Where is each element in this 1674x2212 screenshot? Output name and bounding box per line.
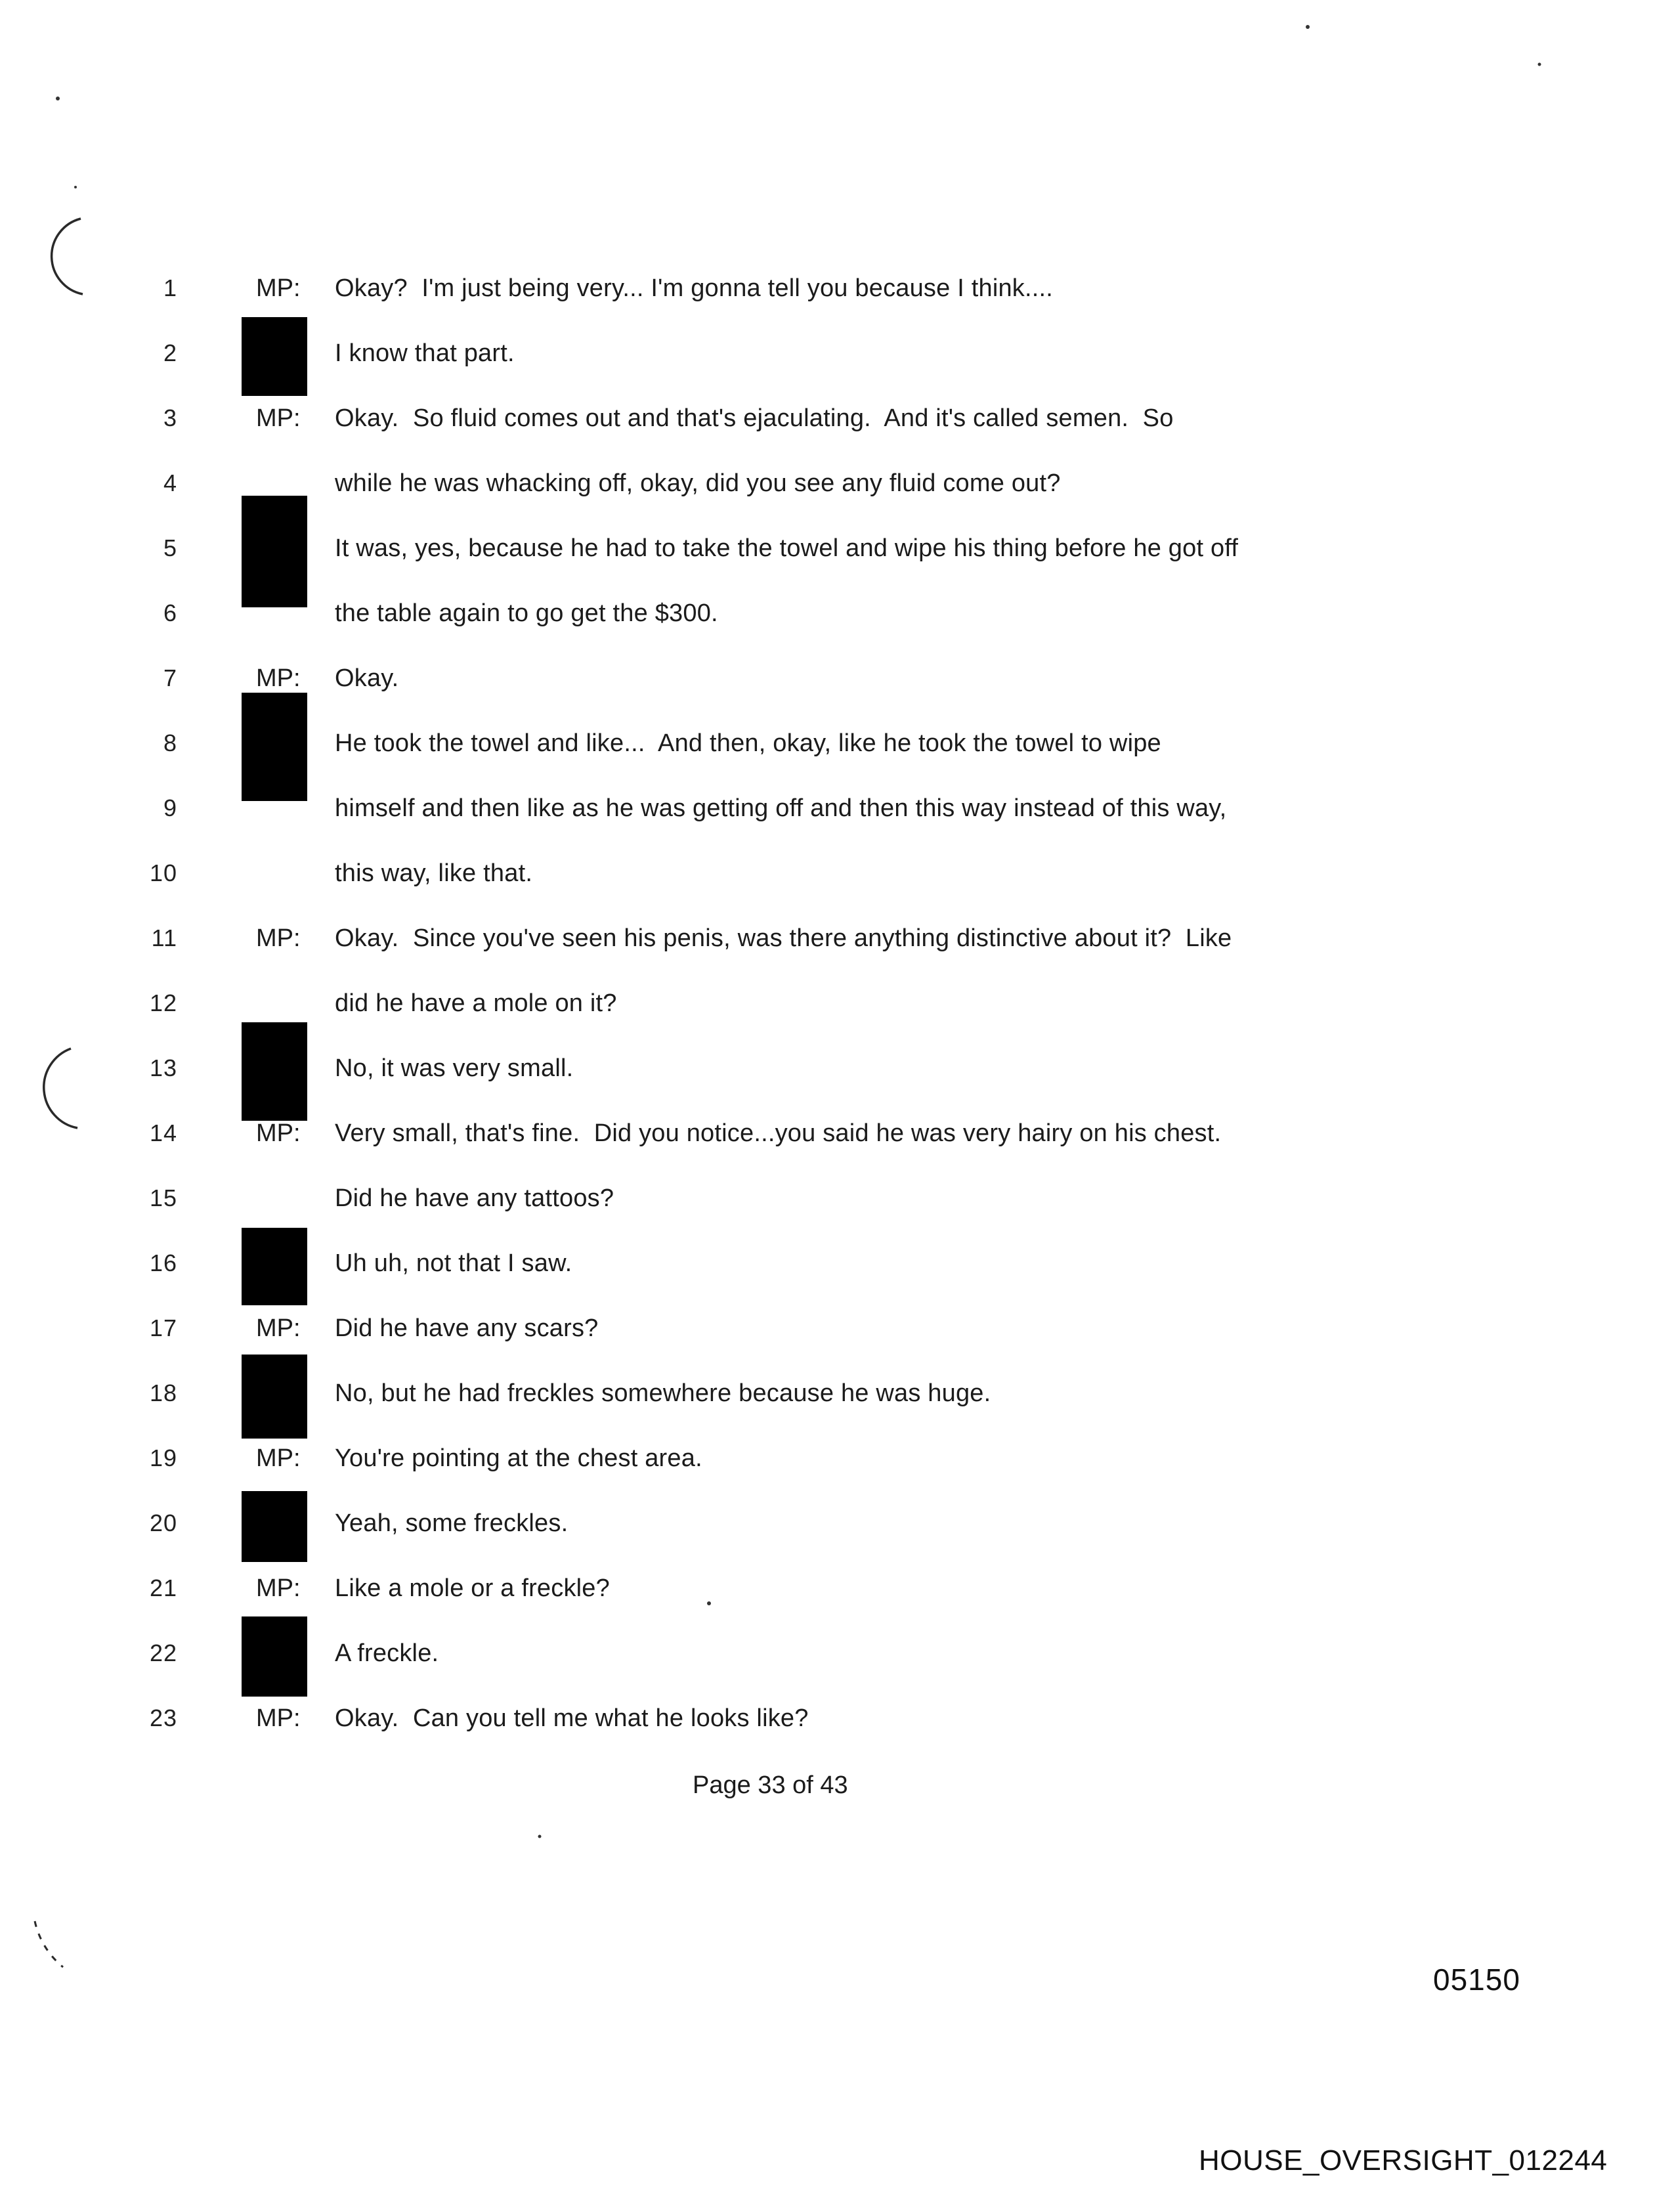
- speaker-label: MP:: [256, 924, 301, 952]
- transcript-line: [0, 1639, 1674, 1680]
- line-text: Okay. Can you tell me what he looks like?: [335, 1704, 809, 1732]
- line-number: 2: [163, 339, 177, 366]
- line-number: 9: [163, 794, 177, 821]
- redaction-box: [242, 693, 307, 801]
- line-number: 12: [149, 989, 177, 1016]
- line-number: 6: [163, 599, 177, 626]
- line-text: Uh uh, not that I saw.: [335, 1249, 572, 1277]
- line-text: Okay. So fluid comes out and that's ejaculating. And it's called semen. So: [335, 404, 1174, 432]
- speaker-label: MP:: [256, 274, 301, 302]
- transcript-line: [0, 924, 1674, 965]
- line-text: did he have a mole on it?: [335, 989, 617, 1017]
- line-text: the table again to go get the $300.: [335, 599, 718, 627]
- scan-speck: [538, 1835, 542, 1838]
- line-number: 11: [151, 924, 177, 951]
- transcript-line: [0, 1249, 1674, 1290]
- scan-speck: [1538, 63, 1541, 66]
- redaction-box: [242, 1228, 307, 1305]
- line-text: I know that part.: [335, 339, 515, 367]
- line-text: while he was whacking off, okay, did you see any fluid come out?: [335, 469, 1061, 497]
- line-number: 5: [163, 534, 177, 561]
- line-number: 4: [163, 469, 177, 496]
- transcript-line: [0, 859, 1674, 900]
- speaker-label: MP:: [256, 664, 301, 692]
- redaction-box: [242, 1616, 307, 1697]
- line-number: 20: [149, 1509, 177, 1536]
- scan-speck: [74, 186, 77, 188]
- transcript-line: [0, 339, 1674, 380]
- redaction-box: [242, 1491, 307, 1562]
- line-number: 3: [163, 404, 177, 431]
- line-text: Did he have any tattoos?: [335, 1184, 614, 1212]
- line-number: 1: [163, 274, 177, 301]
- speaker-label: MP:: [256, 1444, 301, 1472]
- transcript-line: [0, 729, 1674, 770]
- speaker-label: MP:: [256, 1119, 301, 1147]
- redaction-box: [242, 1022, 307, 1121]
- line-text: You're pointing at the chest area.: [335, 1444, 702, 1472]
- transcript-line: [0, 599, 1674, 640]
- line-number: 8: [163, 729, 177, 756]
- line-number: 17: [149, 1314, 177, 1341]
- punch-hole-arc-bottom: [35, 1921, 63, 1967]
- line-number: 21: [149, 1574, 177, 1601]
- line-number: 15: [149, 1184, 177, 1211]
- line-number: 23: [149, 1704, 177, 1731]
- transcript-line: [0, 1119, 1674, 1160]
- speaker-label: MP:: [256, 1704, 301, 1732]
- line-text: this way, like that.: [335, 859, 533, 887]
- line-text: Okay? I'm just being very... I'm gonna tell you because I think....: [335, 274, 1054, 302]
- speaker-label: MP:: [256, 1314, 301, 1342]
- line-number: 13: [149, 1054, 177, 1081]
- line-text: No, but he had freckles somewhere because he was huge.: [335, 1379, 991, 1407]
- line-text: It was, yes, because he had to take the towel and wipe his thing before he got off: [335, 534, 1239, 562]
- bates-stamp: 05150: [1433, 1963, 1520, 1997]
- line-text: Okay. Since you've seen his penis, was there anything distinctive about it? Like: [335, 924, 1232, 952]
- transcript-line: [0, 1704, 1674, 1745]
- transcript-line: [0, 794, 1674, 835]
- transcript-line: [0, 274, 1674, 315]
- transcript-line: [0, 404, 1674, 445]
- redaction-box: [242, 496, 307, 607]
- scan-speck: [56, 97, 60, 100]
- speaker-label: MP:: [256, 404, 301, 432]
- line-number: 7: [163, 664, 177, 691]
- transcript-line: [0, 534, 1674, 575]
- line-number: 19: [149, 1444, 177, 1471]
- speaker-label: MP:: [256, 1574, 301, 1602]
- line-text: Like a mole or a freckle?: [335, 1574, 610, 1602]
- line-text: Did he have any scars?: [335, 1314, 599, 1342]
- line-number: 16: [149, 1249, 177, 1276]
- transcript-line: [0, 1314, 1674, 1355]
- line-text: He took the towel and like... And then, okay, like he took the towel to wipe: [335, 729, 1161, 757]
- transcript-line: [0, 1509, 1674, 1550]
- scan-speck: [1306, 25, 1310, 29]
- line-text: Okay.: [335, 664, 399, 692]
- transcript-line: [0, 1574, 1674, 1615]
- line-number: 22: [149, 1639, 177, 1666]
- redaction-box: [242, 1355, 307, 1439]
- redaction-box: [242, 317, 307, 396]
- line-text: himself and then like as he was getting off and then this way instead of this way,: [335, 794, 1227, 822]
- line-number: 10: [149, 859, 177, 886]
- transcript-line: [0, 1444, 1674, 1485]
- line-text: Yeah, some freckles.: [335, 1509, 569, 1537]
- transcript-line: [0, 1054, 1674, 1095]
- line-text: Very small, that's fine. Did you notice...you said he was very hairy on his chest.: [335, 1119, 1222, 1147]
- transcript-line: [0, 1184, 1674, 1225]
- line-text: A freckle.: [335, 1639, 439, 1667]
- page-number: Page 33 of 43: [693, 1771, 848, 1799]
- line-number: 14: [149, 1119, 177, 1146]
- transcript-line: [0, 1379, 1674, 1420]
- line-number: 18: [149, 1379, 177, 1406]
- line-text: No, it was very small.: [335, 1054, 574, 1082]
- doc-id: HOUSE_OVERSIGHT_012244: [1199, 2144, 1608, 2177]
